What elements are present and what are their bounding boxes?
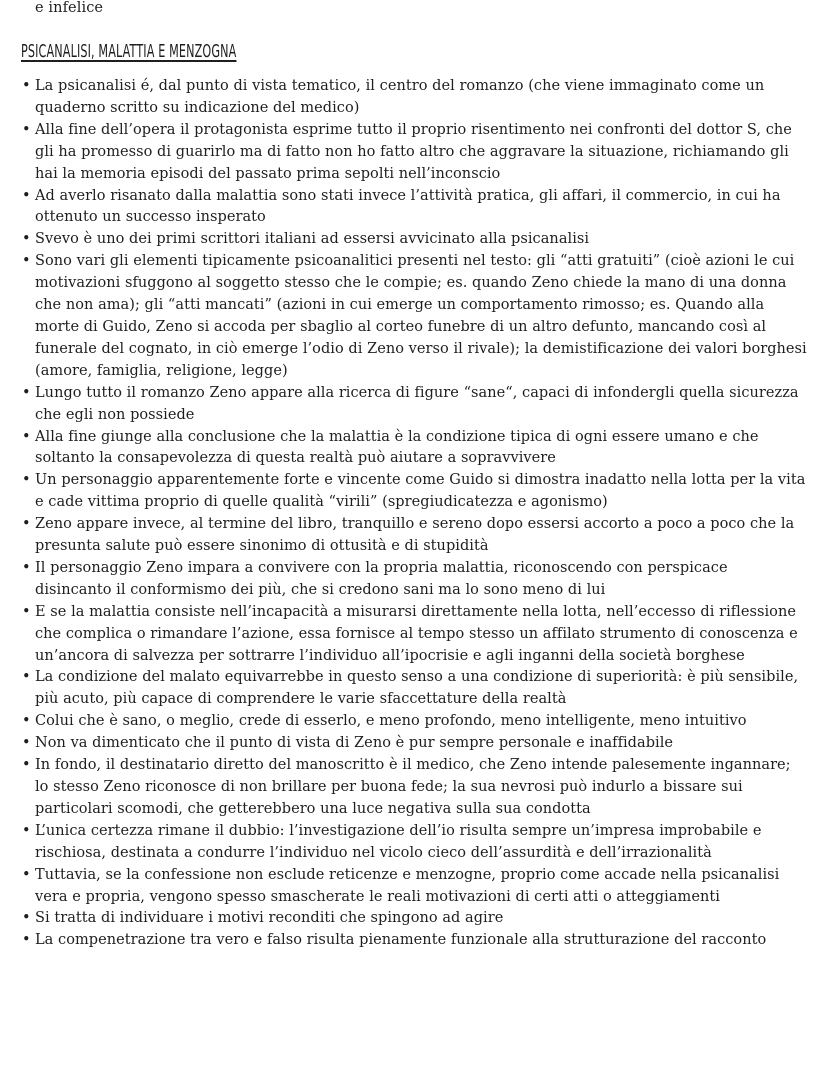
bullet-dot-icon: •	[22, 253, 31, 270]
bullet-text: L’unica certezza rimane il dubbio: l’investigazione dell’io risulta sempre un’impresa improbabile e rischiosa, destinata a condurre l’individuo nel vicolo cieco dell’assurdità e dell’irrazionalità	[35, 822, 762, 861]
bullet-item	[0, 865, 828, 909]
bullet-dot-icon: •	[22, 559, 31, 576]
bullet-dot-icon: •	[22, 932, 31, 949]
section-title: PSICANALISI, MALATTIA E MENZOGNA	[21, 42, 237, 62]
bullet-dot-icon: •	[22, 121, 31, 138]
bullet-item	[0, 602, 828, 668]
bullet-item	[0, 186, 828, 230]
bullet-item	[0, 470, 828, 514]
bullet-text: Lungo tutto il romanzo Zeno appare alla ricerca di figure “sane“, capaci di infondergli quella sicurezza che egli non possiede	[35, 384, 799, 423]
bullet-text: Si tratta di individuare i motivi reconditi che spingono ad agire	[35, 910, 504, 927]
bullet-item	[0, 821, 828, 865]
bullet-dot-icon: •	[22, 384, 31, 401]
bullet-item	[0, 930, 828, 952]
bullet-dot-icon: •	[22, 822, 31, 839]
bullet-text: Il personaggio Zeno impara a convivere con la propria malattia, riconoscendo con perspicace disincanto il conformismo dei più, che si credono sani ma lo sono meno di lui	[35, 559, 728, 598]
bullet-text: In fondo, il destinatario diretto del manoscritto è il medico, che Zeno intende palesemente ingannare; lo stesso Zeno riconosce di non brillare per buona fede; la sua nevrosi può indurlo a bissare sui particolari scomodi, che getterebbero una luce negativa sulla sua condotta	[35, 757, 791, 817]
bullet-dot-icon: •	[22, 472, 31, 489]
bullet-text: Sono vari gli elementi tipicamente psicoanalitici presenti nel testo: gli “atti gratuiti” (cioè azioni le cui motivazioni sfuggono al soggetto stesso che le compie; es. quando Zeno chiede la mano di una donna che non ama); gli “atti mancati” (azioni in cui emerge un comportamento rimosso; es. Quando alla morte di Guido, Zeno si accoda per sbaglio al corteo funebre di un altro defunto, mancando così al funerale del cognato, in ciò emerge l’odio di Zeno verso il rivale); la demistificazione dei valori borghesi (amore, famiglia, religione, legge)	[35, 253, 807, 379]
bullet-dot-icon: •	[22, 603, 31, 620]
bullet-item	[0, 908, 828, 930]
bullet-text: Alla fine giunge alla conclusione che la malattia è la condizione tipica di ogni essere umano e che soltanto la consapevolezza di questa realtà può aiutare a sopravvivere	[35, 428, 759, 467]
bullet-item	[0, 755, 828, 821]
bullet-item	[0, 733, 828, 755]
bullet-dot-icon: •	[22, 735, 31, 752]
bullet-dot-icon: •	[22, 713, 31, 730]
bullet-dot-icon: •	[22, 516, 31, 533]
bullet-item	[0, 251, 828, 382]
bullet-dot-icon: •	[22, 187, 31, 204]
bullet-dot-icon: •	[22, 757, 31, 774]
bullet-dot-icon: •	[22, 78, 31, 94]
bullet-dot-icon: •	[22, 910, 31, 927]
bullet-text: Zeno appare invece, al termine del libro, tranquillo e sereno dopo essersi accorto a poco a poco che la presunta salute può essere sinonimo di ottusità e di stupidità	[35, 516, 795, 555]
bullet-dot-icon: •	[22, 866, 31, 883]
bullet-item	[0, 514, 828, 558]
bullet-text: Alla fine dell’opera il protagonista esprime tutto il proprio risentimento nei confronti del dottor S, che gli ha promesso di guarirlo ma di fatto non ho fatto altro che aggravare la situazione, richiamando gli hai la memoria episodi del passato prima sepolti nell’inconscio	[35, 121, 792, 182]
bullet-item	[0, 711, 828, 733]
bullet-text: Ad averlo risanato dalla malattia sono stati invece l’attività pratica, gli affari, il commercio, in cui ha ottenuto un successo insperato	[35, 187, 781, 226]
bullet-text: Colui che è sano, o meglio, crede di esserlo, e meno profondo, meno intelligente, meno intuitivo	[35, 713, 747, 730]
bullet-text: La condizione del malato equivarrebbe in questo senso a una condizione di superiorità: è più sensibile, più acuto, più capace di comprendere le varie sfaccettature della realtà	[35, 669, 799, 708]
bullet-item	[0, 558, 828, 602]
bullet-item	[0, 229, 828, 251]
bullet-dot-icon: •	[22, 428, 31, 445]
bullet-item	[0, 383, 828, 427]
bullet-item	[0, 120, 828, 186]
bullet-text: La psicanalisi é, dal punto di vista tematico, il centro del romanzo (che viene immaginato come un quaderno scritto su indicazione del medico)	[35, 78, 765, 116]
bullet-item	[0, 427, 828, 471]
previous-section-fragment: e infelice	[35, 0, 104, 16]
bullet-text: E se la malattia consiste nell’incapacità a misurarsi direttamente nella lotta, nell’eccesso di riflessione che complica o rimandare l’azione, essa fornisce al tempo stesso un affilato strumento di conoscenza e un’ancora di salvezza per sottrarre l’individuo all’ipocrisie e agli inganni della società borghese	[35, 603, 798, 664]
bullet-text: La compenetrazione tra vero e falso risulta pienamente funzionale alla strutturazione del racconto	[35, 932, 767, 949]
bullet-text: Tuttavia, se la confessione non esclude reticenze e menzogne, proprio come accade nella psicanalisi vera e propria, vengono spesso smascherate le reali motivazioni di certi atti o atteggiamenti	[35, 866, 780, 905]
bullet-list	[0, 76, 828, 952]
bullet-item	[0, 667, 828, 711]
bullet-text: Svevo è uno dei primi scrittori italiani ad essersi avvicinato alla psicanalisi	[35, 231, 590, 248]
bullet-dot-icon: •	[22, 231, 31, 248]
bullet-text: Non va dimenticato che il punto di vista di Zeno è pur sempre personale e inaffidabile	[35, 735, 674, 752]
bullet-text: Un personaggio apparentemente forte e vincente come Guido si dimostra inadatto nella lotta per la vita e cade vittima proprio di quelle qualità “virili” (spregiudicatezza e agonismo)	[35, 472, 806, 511]
bullet-dot-icon: •	[22, 669, 31, 686]
bullet-item	[0, 76, 828, 120]
